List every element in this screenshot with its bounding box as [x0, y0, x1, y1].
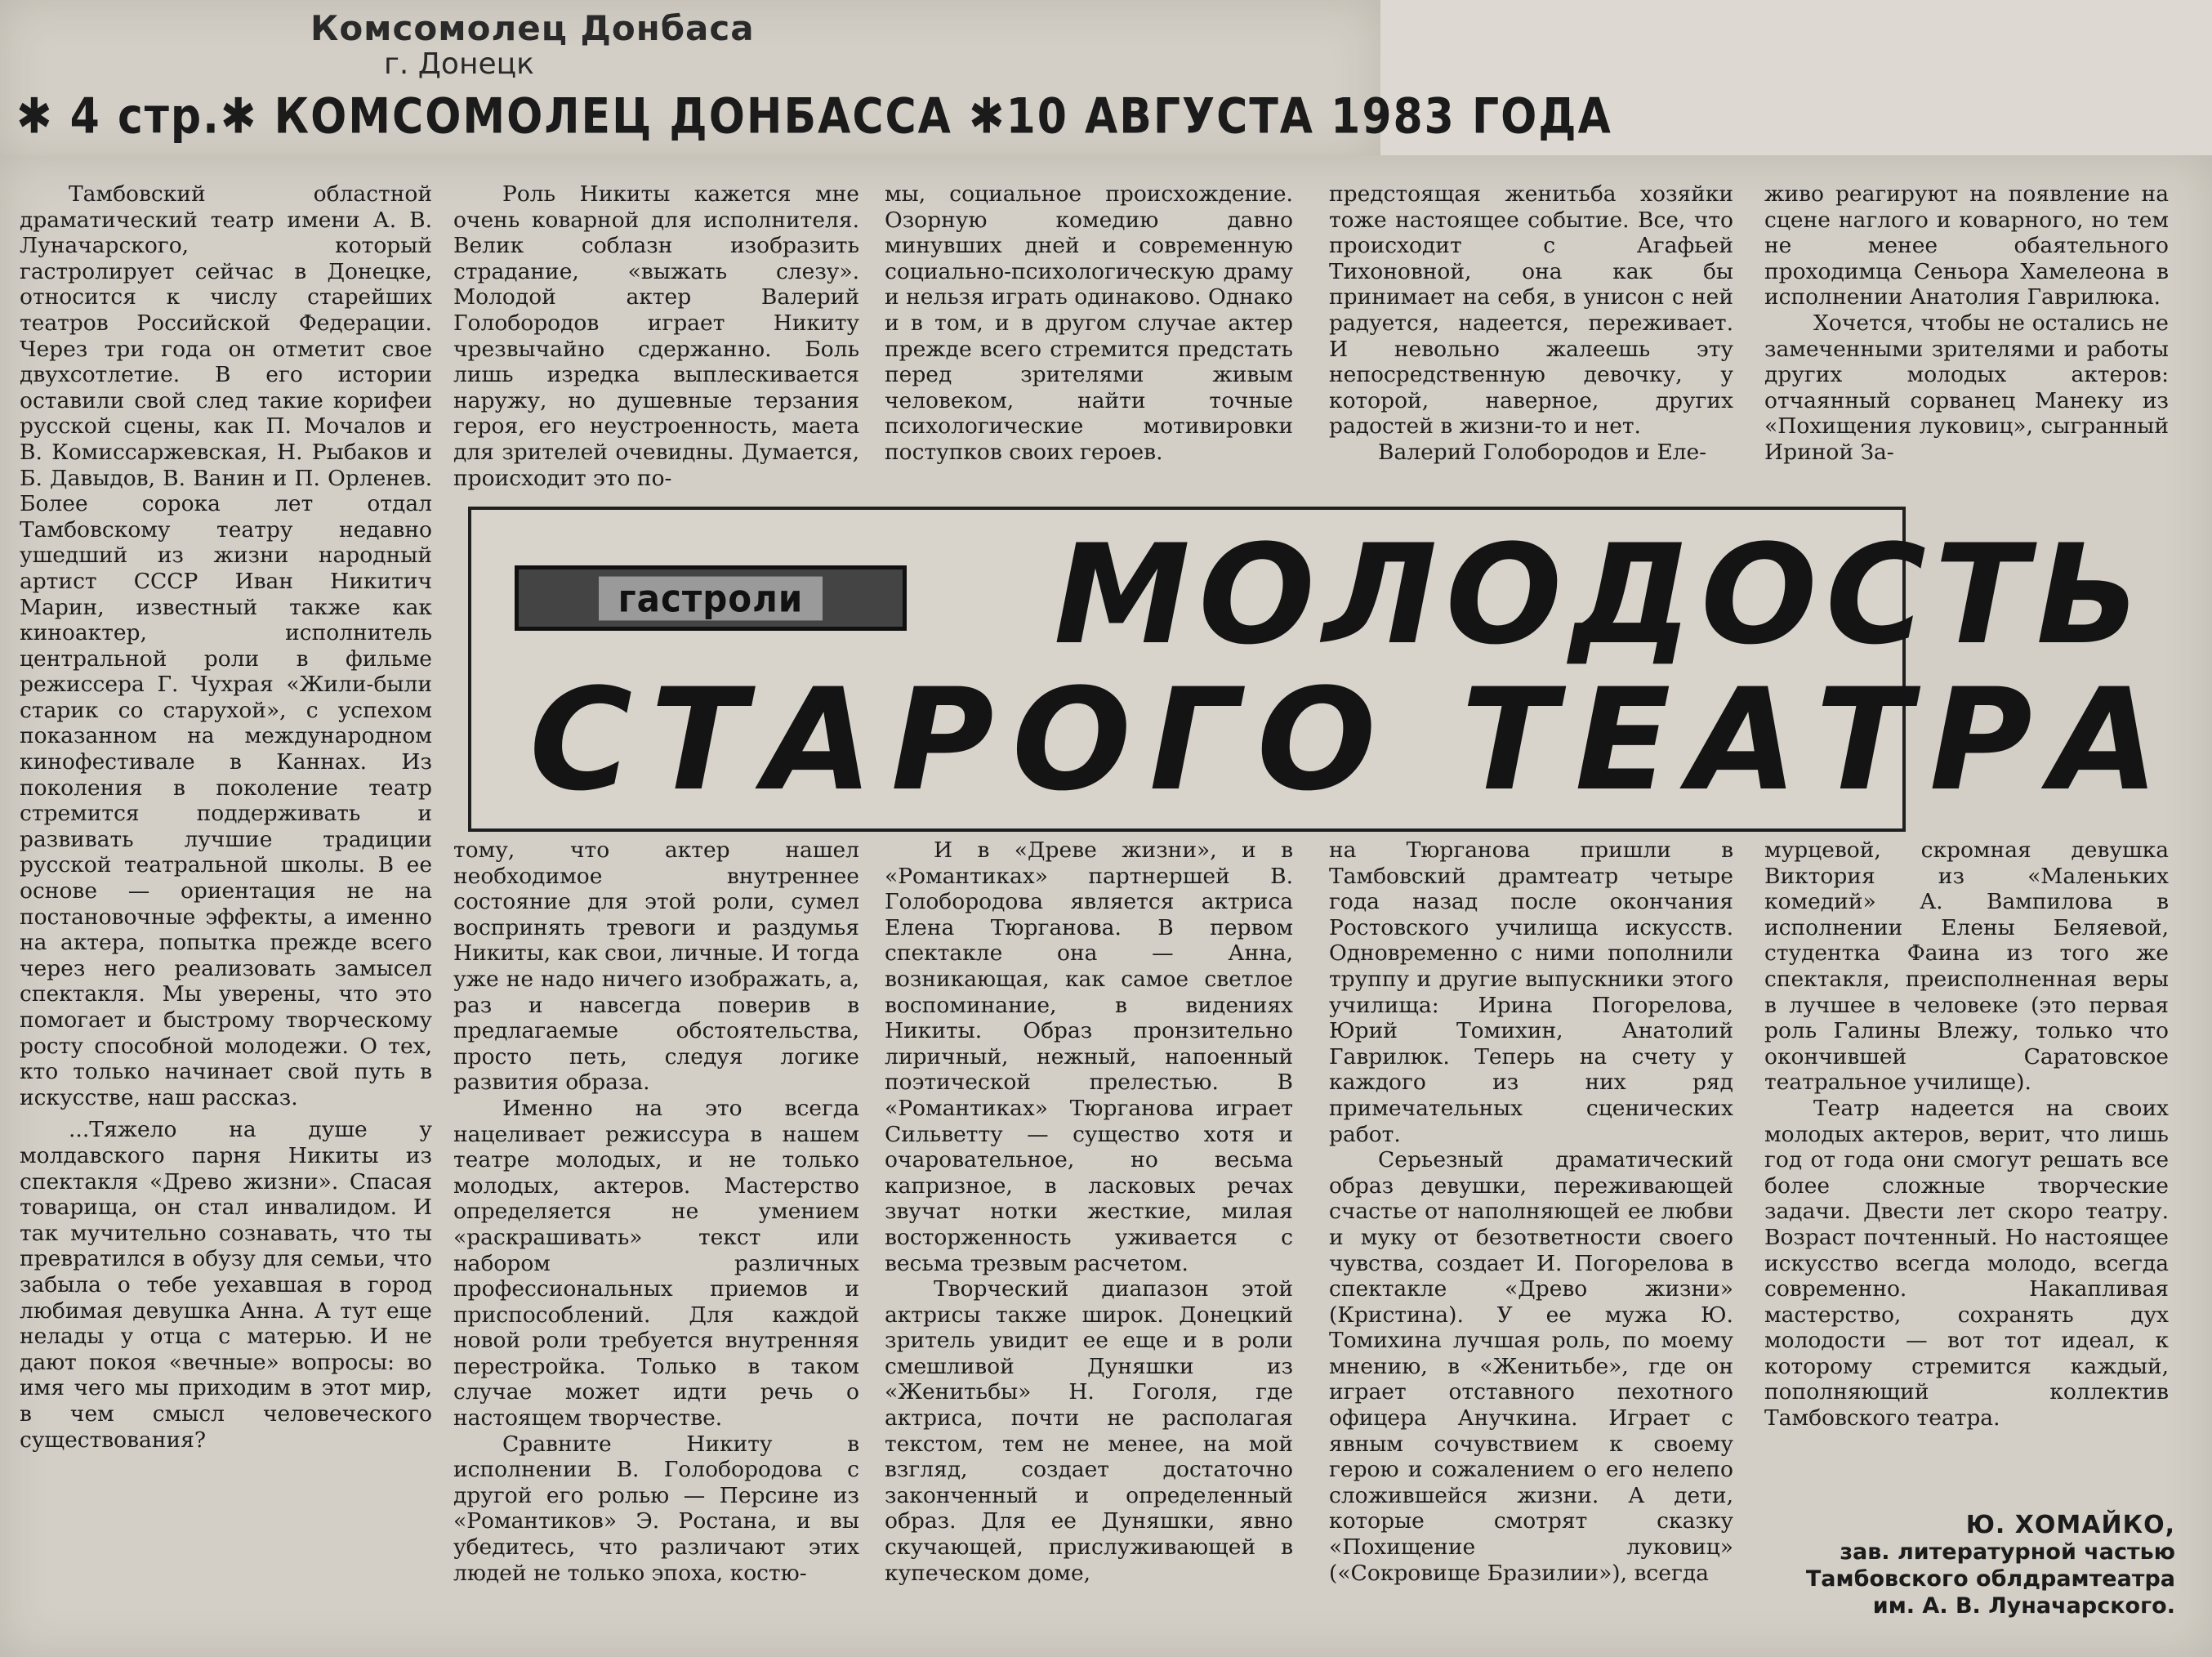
article-column-2-top [453, 181, 859, 491]
paragraph: Хочется, чтобы не остались не замеченными зрителями и работы других молодых актеров: отчаянный сорванец Манеку из «Похищения луковиц», сыгранный Ириной За- [1764, 310, 2169, 465]
page-number: ✱ 4 стр. [16, 88, 221, 145]
paragraph: ...Тяжело на душе у молдавского парня Никиты из спектакля «Древо жизни». Спасая товарища, он стал инвалидом. И так мучительно сознавать, что ты превратился в обузу для семьи, что забыла о тебе уехавшая в город любимая девушка Анна. А тут еще нелады у отца с матерью. И не дают покоя «вечные» вопросы: во имя чего мы приходим в этот мир, в чем смысл человеческого существования? [20, 1117, 432, 1453]
city-note: г. Донецк [384, 47, 534, 81]
article-column-2-bottom [453, 837, 859, 1586]
paragraph: Валерий Голобородов и Еле- [1378, 439, 1707, 465]
author-theatre: им. А. В. Луначарского. [1872, 1593, 2175, 1619]
paragraph: мы, социальное происхождение. Озорную комедию давно минувших дней и современную социально-психологическую драму и нельзя играть одинаково. Однако и в том, и в другом случае актер прежде всего стремится предстать перед зрителями живым человеком, найти точные психологические мотивировки поступков своих героев. [885, 181, 1293, 465]
author-position: зав. литературной частью [1840, 1539, 2175, 1565]
paragraph: предстоящая женитьба хозяйки тоже настоящее событие. Все, что происходит с Агафьей Тихоновной, она как бы принимает на себя, в унисон с ней радуется, надеется, переживает. И невольно жалеешь эту непосредственную девочку, у которой, наверное, других радостей в жизни-то и нет. [1329, 181, 1733, 440]
issue-date: 10 АВГУСТА 1983 ГОДА [1006, 88, 1612, 145]
paragraph: Театр надеется на своих молодых актеров, верит, что лишь год от года они смогут решать все более сложные творческие задачи. Двести лет скоро театру. Возраст почтенный. Но настоящее искусство всегда молодо, всегда современно. Накапливая мастерство, сохранять дух молодости — вот тот идеал, к которому стремится каждый, пополняющий коллектив Тамбовского театра. [1764, 1095, 2169, 1431]
author-affiliation: Тамбовского облдрамтеатра [1805, 1566, 2175, 1592]
publication-note: Комсомолец Донбаса [310, 8, 755, 48]
article-column-4-bottom [1329, 837, 1733, 1586]
paragraph: мурцевой, скромная девушка Виктория из «Маленьких комедий» А. Вампилова в исполнении Елены Беляевой, студентка Фаина из того же спектакля, преисполненная веры в лучшее в человеке (это первая роль Галины Влежу, только что окончившей Саратовское театральное училище). [1764, 837, 2169, 1096]
paragraph: Сравните Никиту в исполнении В. Голобородова с другой его ролью — Персине из «Романтиков» Э. Ростана, и вы убедитесь, что различают этих людей не только эпоха, костю- [453, 1431, 859, 1586]
author-name: Ю. ХОМАЙКО, [1965, 1511, 2175, 1539]
article-column-3-bottom [885, 837, 1293, 1586]
paragraph: тому, что актер нашел необходимое внутреннее состояние для этой роли, сумел воспринять тревоги и раздумья Никиты, как свои, личные. И тогда уже не надо ничего изображать, а, раз и навсегда поверив в предлагаемые обстоятельства, просто петь, следуя логике развития образа. [453, 837, 859, 1096]
paragraph: Именно на это всегда нацеливает режиссура в нашем театре молодых, и не только молодых, актеров. Мастерство определяется не умением «раскрашивать» текст или набором различных профессиональных приемов и приспособлений. Для каждой новой роли требуется внутренняя перестройка. Только в таком случае может идти речь о настоящем творчестве. [453, 1095, 859, 1431]
page-header [16, 81, 1612, 152]
article-column-5-bottom [1764, 837, 2169, 1431]
rubric-label [515, 565, 907, 631]
article-column-3-top [885, 181, 1293, 466]
article-column-4-top [1329, 181, 1733, 466]
newspaper-name: ✱ КОМСОМОЛЕЦ ДОНБАССА ✱ [220, 88, 1006, 145]
article-column-5-top [1764, 181, 2169, 466]
author-signature [1505, 1512, 2175, 1619]
paragraph: Роль Никиты кажется мне очень коварной для исполнителя. Велик соблазн изобразить страдание, «выжать слезу». Молодой актер Валерий Голобородов играет Никиту чрезвычайно сдержанно. Боль лишь изредка выплескивается наружу, но душевные терзания героя, его неустроенность, маета для зрителей очевидны. Думается, происходит это по- [453, 181, 859, 491]
headline-line-1: МОЛОДОСТЬ [1054, 515, 2149, 675]
paragraph: на Тюрганова пришли в Тамбовский драмтеатр четыре года назад после окончания Ростовского училища искусств. Одновременно с ними пополнили труппу и другие выпускники этого училища: Ирина Погорелова, Юрий Томихин, Анатолий Гаврилюк. Теперь на счету у каждого из них ряд примечательных сценических работ. [1329, 837, 1733, 1147]
paragraph: живо реагируют на появление на сцене наглого и коварного, но тем не менее обаятельного проходимца Сеньора Хамелеона в исполнении Анатолия Гаврилюка. [1764, 181, 2169, 310]
paragraph: И в «Древе жизни», и в «Романтиках» партнершей В. Голобородова является актриса Елена Тюрганова. В первом спектакле она — Анна, возникающая, как самое светлое воспоминание, в видениях Никиты. Образ пронзительно лиричный, нежный, напоенный поэтической прелестью. В «Романтиках» Тюрганова играет Сильветту — существо хотя и очаровательное, но весьма капризное, в ласковых речах звучат нотки жесткие, милая восторженность уживается с весьма трезвым расчетом. [885, 837, 1293, 1276]
article-column-1 [20, 181, 432, 1453]
rubric-text: гастроли [599, 576, 823, 620]
paragraph: Творческий диапазон этой актрисы также широк. Донецкий зритель увидит ее еще и в роли смешливой Дуняшки из «Женитьбы» Н. Гоголя, где актриса, почти не располагая текстом, тем не менее, на мой взгляд, создает достаточно законченный и определенный образ. Для ее Дуняшки, явно скучающей, прислуживающей в купеческом доме, [885, 1276, 1293, 1586]
headline-line-2: СТАРОГО ТЕАТРА [529, 658, 2178, 822]
paragraph: Тамбовский областной драматический театр имени А. В. Луначарского, который гастролирует сейчас в Донецке, относится к числу старейших театров Российской Федерации. Через три года он отметит свое двухсотлетие. В его истории оставили свой след такие корифеи русской сцены, как П. Мочалов и В. Комиссаржевская, Н. Рыбаков и Б. Давыдов, В. Ванин и П. Орленев. Более сорока лет отдал Тамбовскому театру недавно ушедший из жизни народный артист СССР Иван Никитич Марин, известный также как киноактер, исполнитель центральной роли в фильме режиссера Г. Чухрая «Жили-были старик со старухой», с успехом показанном на международном кинофестивале в Каннах. Из поколения в поколение театр стремится поддерживать и развивать лучшие традиции русской театральной школы. В ее основе — ориентация не на постановочные эффекты, а именно на актера, попытка прежде всего через него реализовать замысел спектакля. Мы уверены, что это помогает и быстрому творческому росту способной молодежи. О тех, кто только начинает свой путь в искусстве, наш рассказ. [20, 181, 432, 1110]
paragraph: Серьезный драматический образ девушки, переживающей счастье от наполняющей ее любви и муку от безответности своего чувства, создает И. Погорелова в спектакле «Древо жизни» (Кристина). У ее мужа Ю. Томихина лучшая роль, по моему мнению, в «Женитьбе», где он играет отставного пехотного офицера Анучкина. Играет с явным сочувствием к своему герою и сожалением о его нелепо сложившейся жизни. А дети, которые смотрят сказку «Похищение луковиц» («Сокровище Бразилии»), всегда [1329, 1147, 1733, 1586]
